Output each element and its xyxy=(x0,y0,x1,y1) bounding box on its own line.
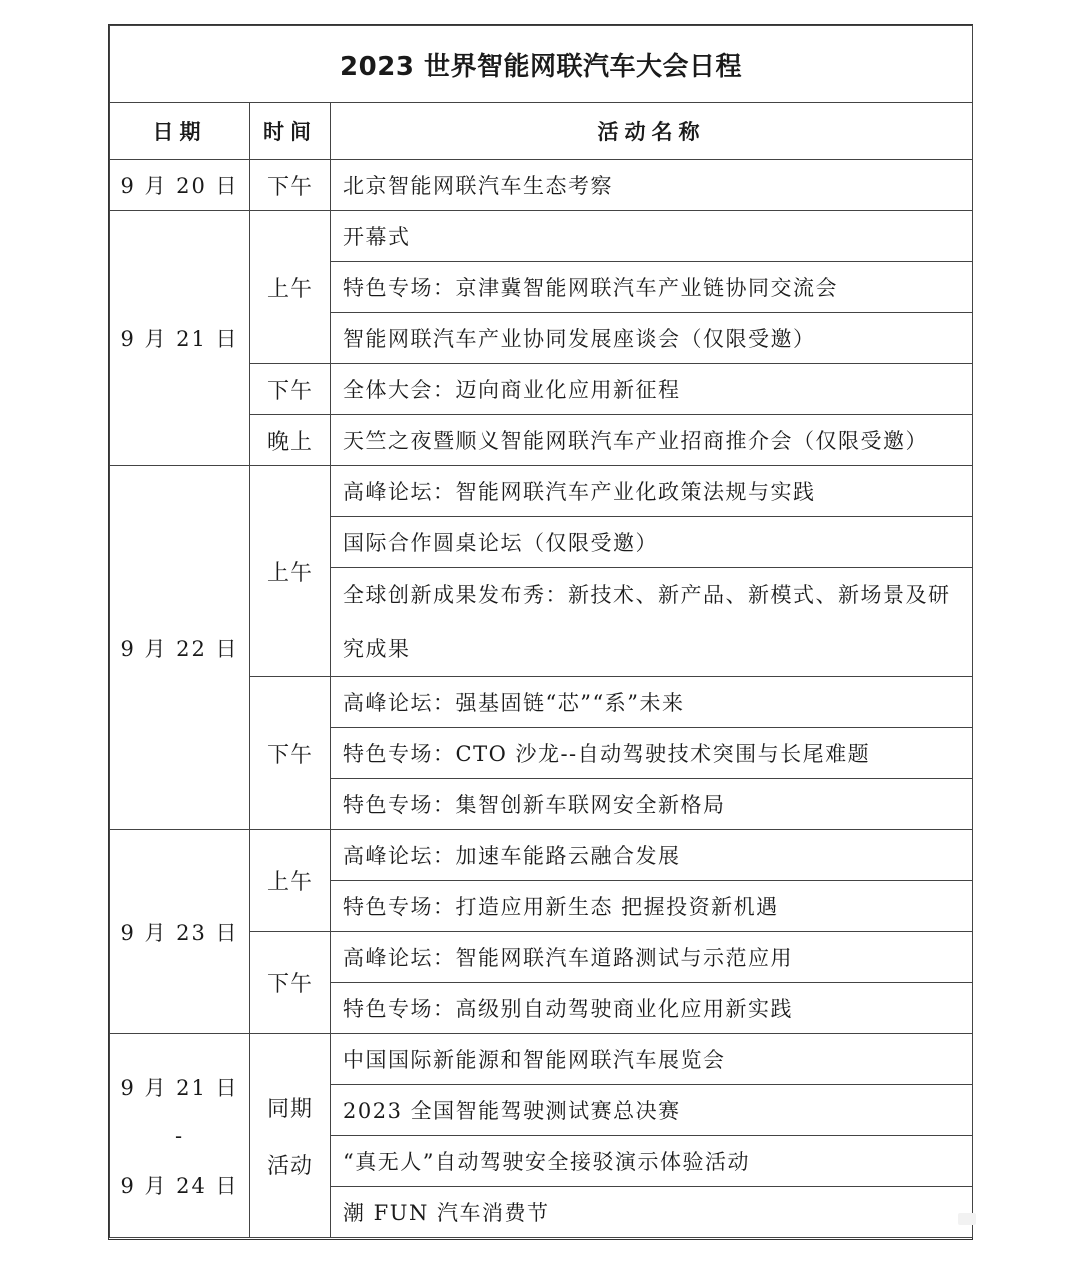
date-cell: 9 月 22 日 xyxy=(110,466,250,830)
time-cell: 下午 xyxy=(250,677,331,830)
date-separator: - xyxy=(174,1123,185,1148)
header-date: 日期 xyxy=(110,103,250,160)
date-range xyxy=(110,1072,249,1200)
activity-cell: 高峰论坛：加速车能路云融合发展 xyxy=(331,830,973,881)
date-range-cell xyxy=(110,1034,250,1238)
activity-cell: 特色专场：高级别自动驾驶商业化应用新实践 xyxy=(331,983,973,1034)
activity-cell: 智能网联汽车产业协同发展座谈会（仅限受邀） xyxy=(331,313,973,364)
activity-cell: 特色专场：打造应用新生态 把握投资新机遇 xyxy=(331,881,973,932)
time-cell: 下午 xyxy=(250,932,331,1034)
activity-cell: 高峰论坛：强基固链“芯”“系”未来 xyxy=(331,677,973,728)
activity-cell: 潮 FUN 汽车消费节 xyxy=(331,1187,973,1238)
time-cell xyxy=(250,1034,331,1238)
activity-cell: 北京智能网联汽车生态考察 xyxy=(331,160,973,211)
schedule-table xyxy=(109,25,973,1238)
time-cell: 上午 xyxy=(250,211,331,364)
activity-cell: “真无人”自动驾驶安全接驳演示体验活动 xyxy=(331,1136,973,1187)
date-cell: 9 月 21 日 xyxy=(110,211,250,466)
table-row xyxy=(110,830,973,881)
table-row xyxy=(110,466,973,517)
activity-cell: 高峰论坛：智能网联汽车道路测试与示范应用 xyxy=(331,932,973,983)
date-cell: 9 月 20 日 xyxy=(110,160,250,211)
activity-cell: 天竺之夜暨顺义智能网联汽车产业招商推介会（仅限受邀） xyxy=(331,415,973,466)
time-cell: 下午 xyxy=(250,160,331,211)
page-title: 2023 世界智能网联汽车大会日程 xyxy=(110,26,973,103)
table-row xyxy=(110,160,973,211)
activity-cell: 特色专场：CTO 沙龙--自动驾驶技术突围与长尾难题 xyxy=(331,728,973,779)
concurrent-label-line2: 活动 xyxy=(266,1153,313,1179)
time-cell: 晚上 xyxy=(250,415,331,466)
activity-cell: 全球创新成果发布秀：新技术、新产品、新模式、新场景及研究成果 xyxy=(331,568,973,677)
header-time: 时间 xyxy=(250,103,331,160)
page-corner-mark xyxy=(958,1213,976,1225)
activity-cell: 2023 全国智能驾驶测试赛总决赛 xyxy=(331,1085,973,1136)
activity-cell: 特色专场：集智创新车联网安全新格局 xyxy=(331,779,973,830)
activity-cell: 高峰论坛：智能网联汽车产业化政策法规与实践 xyxy=(331,466,973,517)
activity-cell: 开幕式 xyxy=(331,211,973,262)
concurrent-label xyxy=(250,1092,330,1180)
activity-cell: 中国国际新能源和智能网联汽车展览会 xyxy=(331,1034,973,1085)
date-start: 9 月 21 日 xyxy=(120,1075,239,1100)
table-row xyxy=(110,1034,973,1085)
header-activity: 活动名称 xyxy=(331,103,973,160)
activity-cell: 国际合作圆桌论坛（仅限受邀） xyxy=(331,517,973,568)
date-cell: 9 月 23 日 xyxy=(110,830,250,1034)
time-cell: 下午 xyxy=(250,364,331,415)
activity-cell: 全体大会：迈向商业化应用新征程 xyxy=(331,364,973,415)
schedule-sheet xyxy=(108,24,973,1240)
time-cell: 上午 xyxy=(250,830,331,932)
table-row xyxy=(110,211,973,262)
header-row xyxy=(110,103,973,160)
date-end: 9 月 24 日 xyxy=(120,1173,239,1198)
activity-cell: 特色专场：京津冀智能网联汽车产业链协同交流会 xyxy=(331,262,973,313)
title-row xyxy=(110,26,973,103)
time-cell: 上午 xyxy=(250,466,331,677)
concurrent-label-line1: 同期 xyxy=(266,1096,313,1122)
